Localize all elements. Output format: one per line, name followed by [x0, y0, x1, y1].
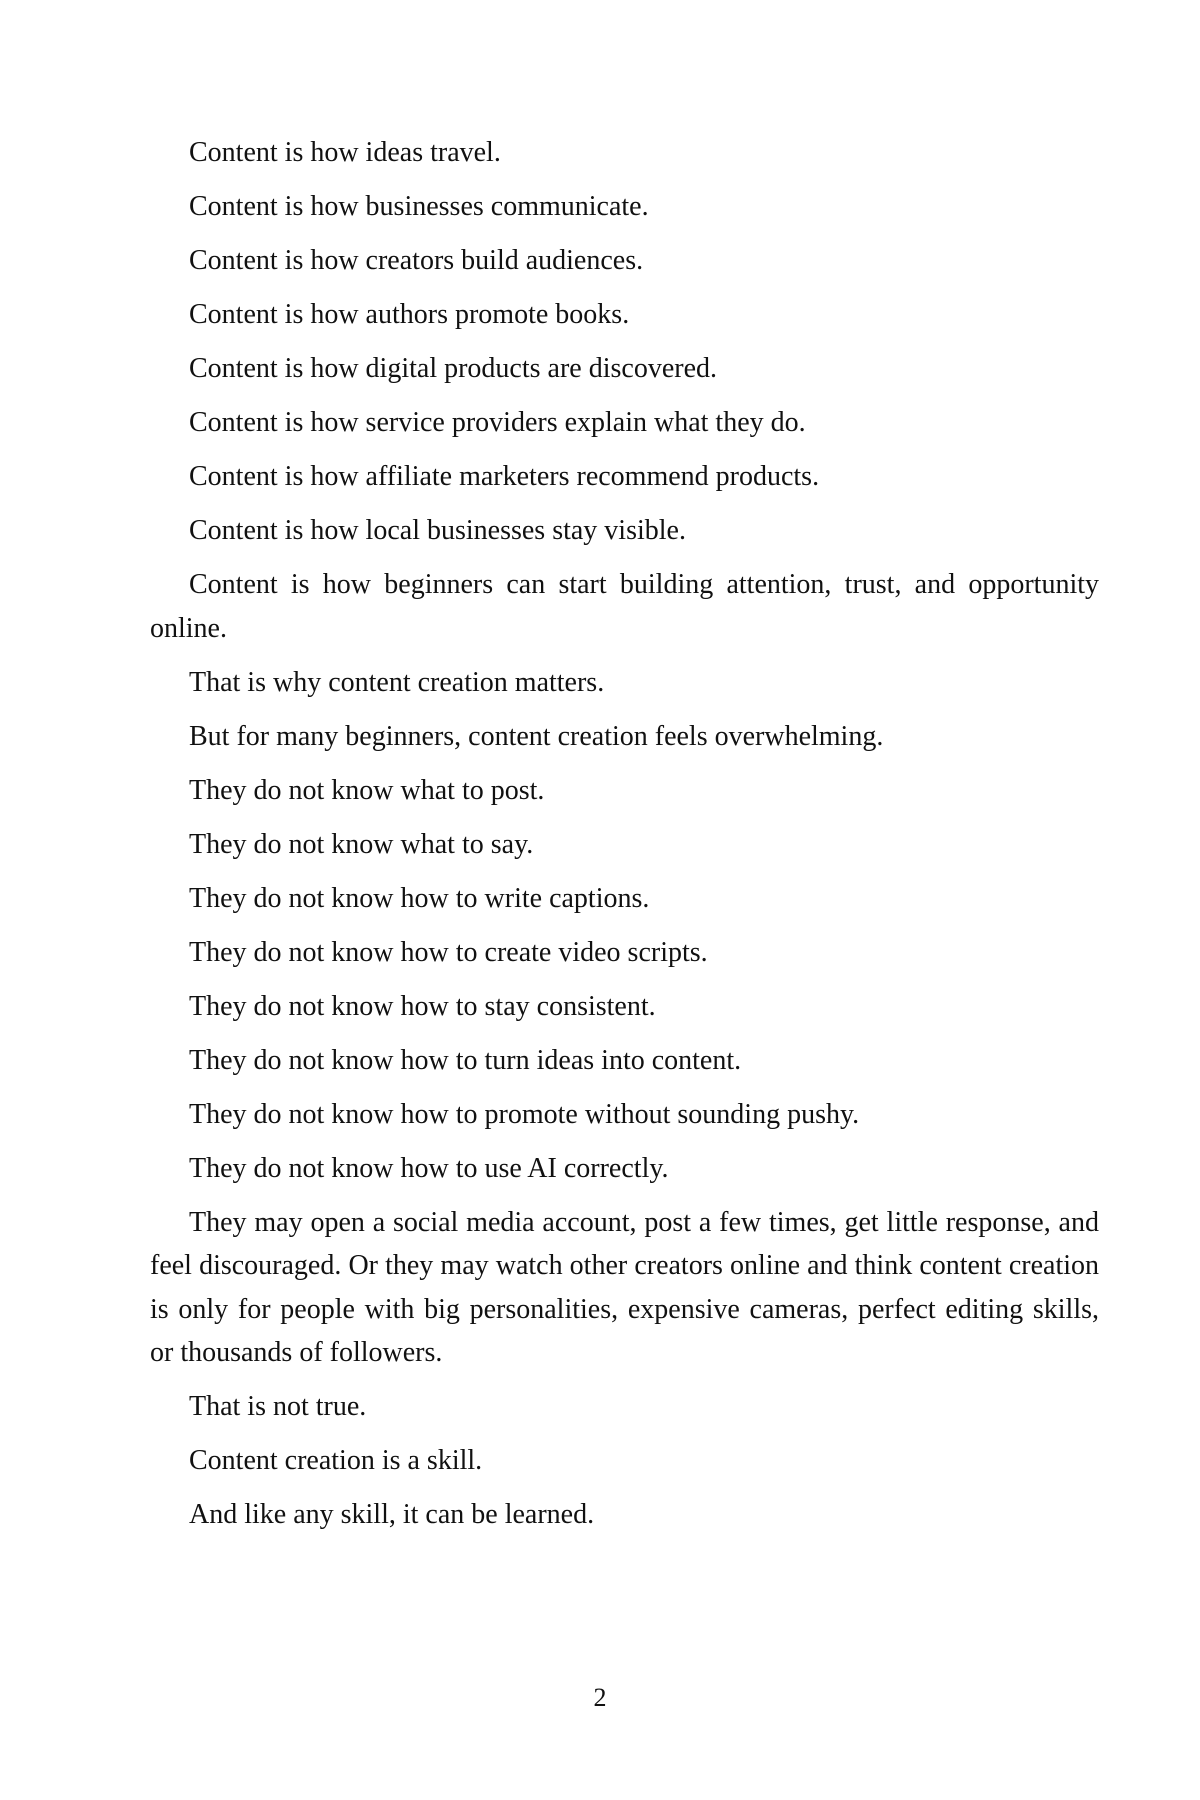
paragraph: They do not know how to create video scripts. [189, 936, 708, 968]
paragraph: Content is how authors promote books. [189, 299, 630, 330]
paragraph: Content is how ideas travel. [189, 137, 501, 168]
paragraph: They do not know how to write captions. [189, 882, 650, 914]
paragraph: They may open a social media account, post a few times, get little response, and feel discouraged. Or they may watch other creators online and think content creation is only for people with big personalities, expensive cameras, perfect editing skills, or thousands of followers. [150, 1206, 1099, 1368]
paragraph: They do not know how to turn ideas into content. [189, 1044, 742, 1076]
paragraph: Content is how creators build audiences. [189, 245, 644, 276]
paragraph: Content is how local businesses stay visible. [189, 515, 686, 546]
paragraph: But for many beginners, content creation feels overwhelming. [189, 720, 884, 752]
paragraph: That is not true. [189, 1391, 367, 1422]
paragraph: Content is how digital products are discovered. [189, 353, 717, 384]
paragraph: And like any skill, it can be learned. [189, 1499, 595, 1530]
paragraph: They do not know how to stay consistent. [189, 990, 656, 1022]
paragraph: Content is how businesses communicate. [189, 191, 649, 222]
paragraph: Content is how affiliate marketers recommend products. [189, 461, 820, 492]
paragraph: Content creation is a skill. [189, 1445, 483, 1476]
paragraph: They do not know how to use AI correctly. [189, 1152, 669, 1184]
paragraph: They do not know how to promote without sounding pushy. [189, 1098, 860, 1130]
paragraph: That is why content creation matters. [189, 666, 605, 698]
paragraph: Content is how beginners can start building attention, trust, and opportunity online. [150, 569, 1099, 644]
body-text [150, 131, 1099, 1537]
page-number: 2 [593, 1683, 607, 1712]
paragraph: Content is how service providers explain what they do. [189, 407, 806, 438]
paragraph: They do not know what to say. [189, 828, 534, 860]
paragraph: They do not know what to post. [189, 774, 545, 806]
